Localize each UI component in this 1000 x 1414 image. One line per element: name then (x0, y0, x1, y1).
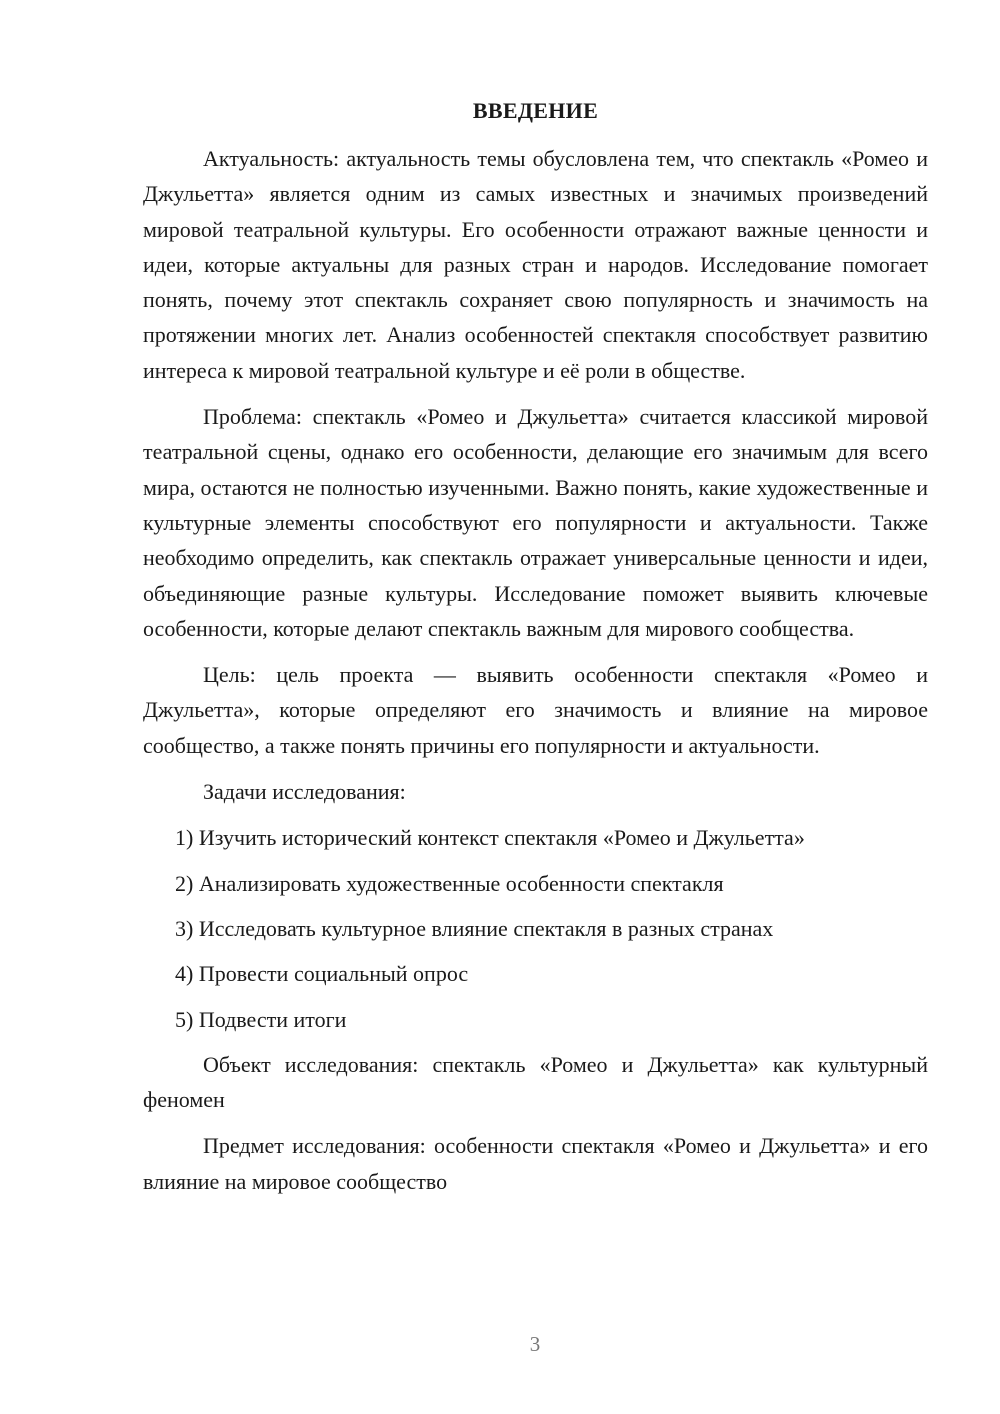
paragraph-object: Объект исследования: спектакль «Ромео и Джульетта» как культурный феномен (143, 1051, 928, 1113)
paragraph-subject: Предмет исследования: особенности спектакля «Ромео и Джульетта» и его влияние на мировое сообщество (143, 1133, 928, 1194)
task-item-1: 1) Изучить исторический контекст спектакля «Ромео и Джульетта» (175, 825, 805, 851)
task-item-4: 4) Провести социальный опрос (175, 961, 469, 987)
section-title: ВВЕДЕНИЕ (472, 98, 599, 123)
task-item-2: 2) Анализировать художественные особенности спектакля (175, 870, 724, 896)
task-item-5: 5) Подвести итоги (175, 1006, 347, 1032)
task-item-3: 3) Исследовать культурное влияние спектакля в разных странах (175, 915, 774, 941)
paragraph-problem: Проблема: спектакль «Ромео и Джульетта» считается классикой мировой театральной сцены, однако его особенности, делающие его значимым для всего мира, остаются не полностью изученными. Важно понять, какие художественные и культурные элементы способствуют его популярности и актуальности. Также необходимо определить, как спектакль отражает универсальные ценности и идеи, объединяющие разные культуры. Исследование поможет выявить ключевые особенности, которые делают спектакль важным для мирового сообщества. (143, 404, 928, 641)
paragraph-goal: Цель: цель проекта — выявить особенности спектакля «Ромео и Джульетта», которые определяют его значимость и влияние на мировое сообщество, а также понять причины его популярности и актуальности. (143, 662, 928, 758)
tasks-heading: Задачи исследования: (203, 779, 406, 805)
page-number: 3 (529, 1332, 541, 1356)
task-list (143, 820, 928, 1036)
paragraph-relevance: Актуальность: актуальность темы обусловлена тем, что спектакль «Ромео и Джульетта» является одним из самых известных и значимых произведений мировой театральной культуры. Его особенности отражают важные ценности и идеи, которые актуальны для разных стран и народов. Исследование помогает понять, почему этот спектакль сохраняет свою популярность и значимость на протяжении многих лет. Анализ особенностей спектакля способствует развитию интереса к мировой театральной культуре и её роли в обществе. (143, 146, 928, 383)
page-content (143, 94, 928, 1210)
